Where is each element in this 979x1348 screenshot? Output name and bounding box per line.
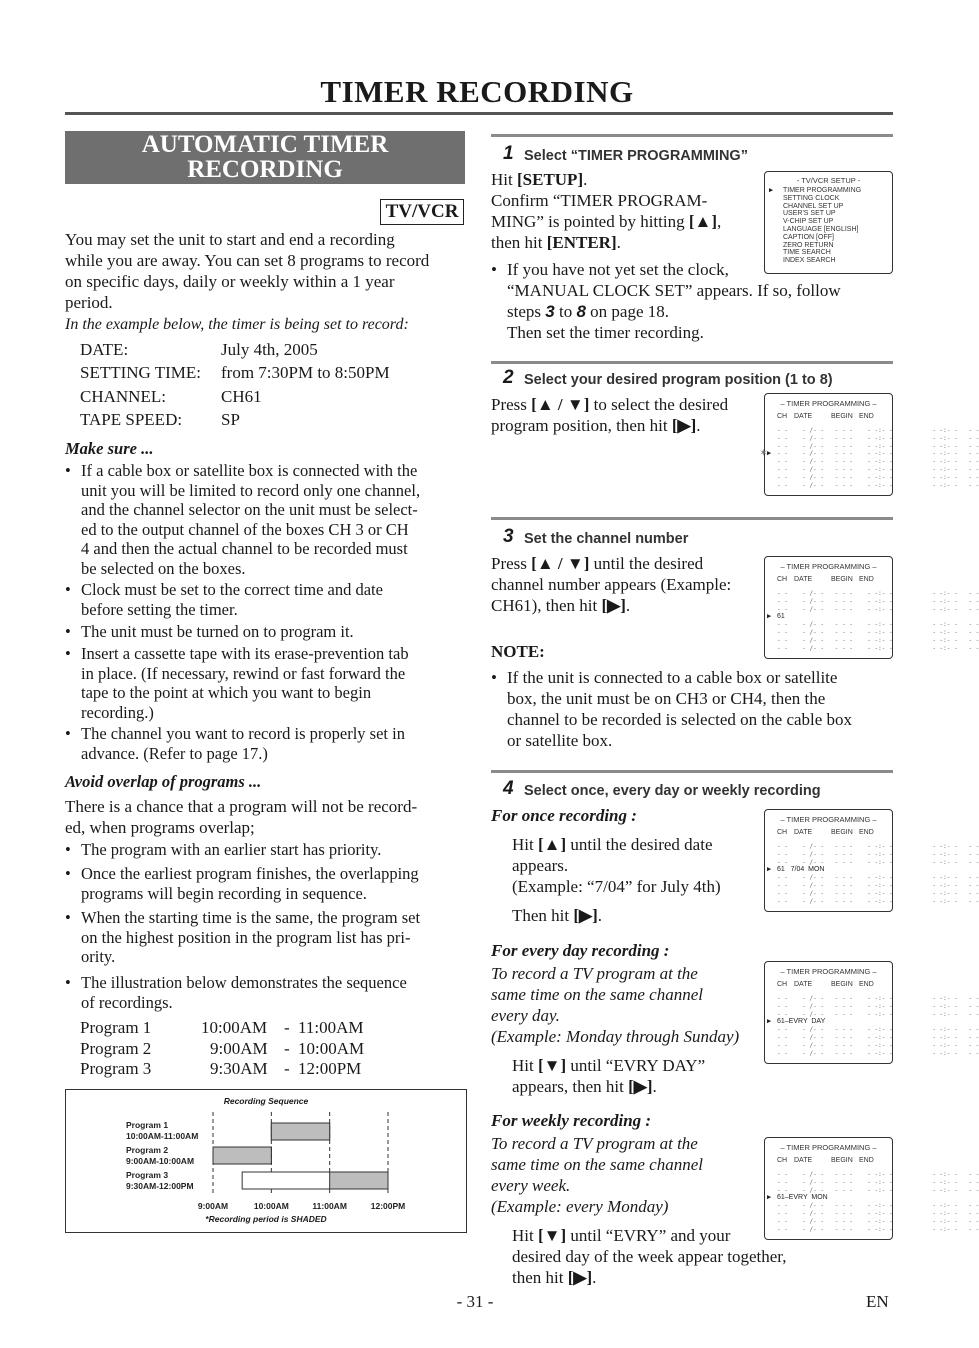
program-row: 61 7/04 MON (777, 866, 825, 874)
blink-icon: ✶ (760, 445, 768, 460)
daily-heading: For every day recording : (491, 941, 670, 960)
text-line: To record a TV program at the (491, 964, 698, 983)
example-note: In the example below, the timer is being set to record: (65, 316, 409, 333)
intro-line: on specific days, daily or weekly within a 1 year (65, 272, 395, 291)
text: until “EVRY DAY” (566, 1056, 706, 1075)
program-row: - - - /- - - - - - -:- - - -:- - - - (777, 1202, 979, 1210)
program-row: - - - /- - - - - - -:- - - -:- - - - (777, 1026, 979, 1034)
x-tick-label: 11:00AM (312, 1201, 347, 1211)
text-line: channel number appears (Example: (491, 575, 732, 594)
page-number: - 31 - (456, 1292, 494, 1311)
cursor-arrow-icon: ▶ (767, 1017, 772, 1026)
program-row: - - - /- - - - - - -:- - - -:- - - - (777, 882, 979, 889)
program-row: - - - /- - - - - - -:- - - -:- - - - (777, 858, 979, 866)
series-name: Program 3 (126, 1170, 169, 1180)
series-range: 9:30AM-12:00PM (126, 1181, 194, 1191)
program-row: - - - /- - - - - - -:- - - -:- - - - (777, 473, 979, 481)
avoid-text (65, 796, 470, 838)
bullet-line: be selected on the boxes. (81, 558, 246, 578)
col-end: END (859, 829, 874, 836)
bullet-line: The illustration below demonstrates the sequence (81, 973, 407, 992)
program-row: - - - /- - - - - - -:- - - -:- - - - (777, 1049, 979, 1057)
bullet-line: advance. (Refer to page 17.) (81, 743, 268, 763)
program-end: 12:00PM (298, 1059, 362, 1078)
daily-text (491, 963, 739, 1047)
avoid-overlap-heading: Avoid overlap of programs ... (65, 772, 262, 791)
text-line: appears. (512, 856, 569, 875)
bullet-line: When the starting time is the same, the program set (81, 908, 421, 927)
text: steps (507, 302, 546, 321)
program-row: - - - /- - - - - - -:- - - -:- - - - (777, 1210, 979, 1217)
col-begin: BEGIN (831, 1157, 853, 1164)
text: Then hit (512, 906, 574, 925)
setup-key: [SETUP] (516, 170, 584, 189)
timer-programming-screen (764, 961, 979, 1064)
intro-line: period. (65, 293, 113, 312)
text-line: There is a chance that a program will not be record- (65, 797, 418, 816)
chart-plot (66, 1090, 466, 1232)
bullet-line: If the unit is connected to a cable box or satellite (507, 668, 838, 687)
text: Hit (512, 835, 538, 854)
setting-key: CHANNEL: (80, 387, 166, 406)
bullet-line: The program with an earlier start has priority. (81, 840, 382, 859)
bullet-line: unit you will be limited to record only one channel, (81, 480, 421, 500)
program-name: Program 3 (80, 1059, 152, 1078)
up-down-keys: [▲ / ▼] (531, 554, 590, 573)
text: . (696, 416, 701, 435)
chart-title: Recording Sequence (223, 1096, 309, 1106)
x-tick-label: 12:00PM (370, 1201, 406, 1211)
step-rule (491, 517, 893, 520)
bullet-line: Insert a cassette tape with its erase-prevention tab (81, 644, 409, 663)
series-name: Program 1 (126, 1120, 169, 1130)
menu-item: CHANNEL SET UP (783, 202, 844, 210)
col-begin: BEGIN (831, 576, 853, 583)
program-row: - - - /- - - - - - -:- - - -:- - - - (777, 636, 979, 644)
text: then hit (491, 233, 547, 252)
bullet-line: channel to be recorded is selected on the cable box (507, 710, 853, 729)
text: appears, then hit (512, 1077, 629, 1096)
timer-programming-screen (764, 809, 979, 912)
timer-programming-screen (764, 556, 979, 659)
down-key: [▼] (537, 1226, 567, 1245)
bullet-line: Then set the timer recording. (507, 323, 704, 342)
program-sep: - (284, 1018, 290, 1037)
col-date: DATE (794, 413, 813, 420)
tv-vcr-badge: TV/VCR (380, 199, 464, 225)
text: Hit (512, 1226, 538, 1245)
text-line: To record a TV program at the (491, 1134, 698, 1153)
text: then hit (512, 1268, 568, 1287)
text: to (554, 302, 577, 321)
setting-value: SP (221, 410, 240, 429)
step-title: Set the channel number (524, 531, 689, 547)
col-ch: CH (777, 576, 788, 583)
program-row: - - - /- - - - - - -:- - - -:- - - - (777, 644, 979, 652)
program-row: - - - /- - - - - - -:- - - -:- - - - (777, 897, 979, 905)
text: Hit (491, 170, 517, 189)
intro-line: while you are away. You can set 8 programs to record (65, 251, 430, 270)
text-line: (Example: “7/04” for July 4th) (512, 877, 721, 896)
text-line: same time on the same channel (491, 1155, 703, 1174)
text: . (616, 233, 621, 252)
program-name: Program 1 (80, 1018, 152, 1037)
setting-value: from 7:30PM to 8:50PM (221, 363, 390, 382)
program-row: - - - /- - - - - - -:- - - -:- - - - (777, 629, 979, 636)
page-title: TIMER RECORDING (320, 74, 634, 109)
setting-key: DATE: (80, 340, 129, 359)
program-row: - - - /- - - - - - -:- - - -:- - - - (777, 466, 979, 473)
program-row: - - - /- - - - - - -:- - - -:- - - - (777, 434, 979, 442)
col-date: DATE (794, 1157, 813, 1164)
step3-text (491, 553, 731, 616)
timer-programming-screen (764, 1137, 979, 1240)
intro-line: You may set the unit to start and end a recording (65, 230, 395, 249)
section-title (65, 131, 465, 182)
program-end: 10:00AM (298, 1039, 365, 1058)
up-key: [▲] (537, 835, 567, 854)
right-key: [▶] (628, 1077, 653, 1096)
step-number: 3 (503, 526, 514, 547)
program-row: - - - /- - - - - - -:- - - -:- - - - (777, 874, 979, 882)
cursor-arrow-icon: ▶ (767, 865, 772, 874)
text-line: (Example: Monday through Sunday) (491, 1027, 740, 1046)
right-key: [▶] (671, 416, 697, 435)
weekly-instructions (512, 1225, 787, 1288)
col-begin: BEGIN (831, 981, 853, 988)
text: . (592, 1268, 597, 1287)
bullet-line: and the channel selector on the unit must be select- (81, 500, 418, 519)
setting-value: CH61 (221, 387, 262, 406)
text: to select the desired (589, 395, 729, 414)
program-row: - - - /- - - - - - -:- - - -:- - - - (777, 889, 979, 897)
step-rule (491, 361, 893, 364)
bullet-line: Clock must be set to the correct time and date (81, 580, 383, 599)
program-row: - - - /- - - - - - -:- - - -:- - - - (777, 427, 979, 434)
recording-sequence-chart (65, 1089, 467, 1233)
text: . (625, 596, 631, 615)
screen-header: - TV/VCR SETUP - (796, 176, 861, 185)
text-line: Confirm “TIMER PROGRAM- (491, 191, 708, 210)
bullet-line: on the highest position in the program list has pri- (81, 927, 411, 947)
text-line: ed, when programs overlap; (65, 818, 255, 837)
right-key: [▶] (601, 596, 626, 615)
once-heading: For once recording : (491, 806, 637, 825)
make-sure-heading: Make sure ... (65, 439, 154, 458)
program-row: - - - /- - - - - - -:- - - -:- - - - (777, 481, 979, 489)
menu-item: LANGUAGE [ENGLISH] (783, 226, 859, 233)
bullet-line: or satellite box. (507, 731, 613, 750)
cursor-arrow-icon: ▶ (767, 612, 772, 621)
program-name: Program 2 (80, 1039, 152, 1058)
cursor-arrow-icon: ▶ (769, 186, 774, 194)
section-title-line1: AUTOMATIC TIMER (141, 131, 389, 158)
col-begin: BEGIN (831, 413, 853, 420)
screen-header: – TIMER PROGRAMMING – (780, 967, 877, 976)
menu-item: TIME SEARCH (783, 249, 831, 257)
col-end: END (859, 981, 874, 988)
text: , (717, 212, 722, 231)
series-range: 9:00AM-10:00AM (126, 1156, 195, 1166)
program-row: - - - /- - - - - - -:- - - -:- - - - (777, 605, 979, 613)
once-text (512, 834, 721, 926)
program-row: - - - /- - - - - - -:- - - -:- - - - (777, 843, 979, 850)
program-row: - - - /- - - - - - -:- - - -:- - - - (777, 1002, 979, 1010)
program-row: - - - /- - - - - - -:- - - -:- - - - (777, 1217, 979, 1225)
intro-text (65, 229, 470, 313)
bullet-line: programs will begin recording in sequence. (81, 883, 367, 903)
step-title: Select once, every day or weekly recording (524, 783, 821, 799)
menu-item: INDEX SEARCH (783, 257, 836, 265)
text: . (583, 170, 588, 189)
text-line: desired day of the week appear together, (512, 1247, 787, 1266)
menu-item: USER'S SET UP (783, 210, 836, 218)
step-title: Select “TIMER PROGRAMMING” (524, 148, 748, 164)
recording-shaded-bar (330, 1172, 388, 1189)
menu-item: V-CHIP SET UP (783, 218, 834, 226)
text: Press (491, 554, 532, 573)
step-rule (491, 134, 893, 137)
step1-text (491, 169, 721, 253)
program-row: - - - /- - - - - - -:- - - -:- - - - (777, 1186, 979, 1194)
program-row: - - - /- - - - - - -:- - - -:- - - - (777, 442, 979, 450)
screen-header: – TIMER PROGRAMMING – (780, 399, 877, 408)
program-start: 10:00AM (201, 1018, 268, 1037)
bullet-line: of recordings. (81, 992, 173, 1012)
program-row: - - - /- - - - - - -:- - - -:- - - - (777, 1225, 979, 1233)
bullet-line: ority. (81, 947, 116, 966)
bullet-line: 4 and then the actual channel to be recorded must (81, 539, 408, 558)
col-ch: CH (777, 1157, 788, 1164)
col-date: DATE (794, 576, 813, 583)
bullet-line: before setting the timer. (81, 599, 238, 619)
menu-item: SETTING CLOCK (783, 194, 840, 202)
program-row: 61–EVRY DAY (777, 1018, 826, 1026)
program-row: - - - /- - - - - - -:- - - -:- - - - (777, 621, 979, 629)
up-down-keys: [▲ / ▼] (531, 395, 590, 414)
program-row: 61–EVRY MON (777, 1194, 828, 1202)
step-ref: 8 (576, 302, 586, 321)
chart-footnote: *Recording period is SHADED (205, 1214, 327, 1224)
section-title-line2: RECORDING (187, 156, 343, 183)
program-row: - - - /- - - - - - -:- - - -:- - - - (777, 1178, 979, 1186)
text: MING” is pointed by hitting (491, 212, 689, 231)
weekly-text (491, 1133, 703, 1217)
menu-item: ZERO RETURN (783, 241, 834, 249)
program-sep: - (284, 1039, 290, 1058)
col-ch: CH (777, 829, 788, 836)
bullet-line: Once the earliest program finishes, the overlapping (81, 864, 419, 883)
x-tick-label: 9:00AM (197, 1201, 229, 1211)
col-end: END (859, 413, 874, 420)
language-tag: EN (866, 1292, 889, 1311)
step-number: 1 (503, 143, 514, 164)
up-key: [▲] (688, 212, 718, 231)
text: . (652, 1077, 657, 1096)
text: program position, then hit (491, 416, 672, 435)
title-rule (65, 112, 893, 115)
text-line: every week. (491, 1176, 571, 1195)
program-row: - - - /- - - - - - -:- - - -:- - - - (777, 597, 979, 605)
col-date: DATE (794, 981, 813, 988)
x-tick-label: 10:00AM (253, 1201, 289, 1211)
cursor-arrow-icon: ▶ (767, 449, 772, 458)
text-line: every day. (491, 1006, 560, 1025)
program-row: - - - /- - - - - - -:- - - -:- - - - (777, 450, 979, 458)
program-row: - - - /- - - - - - -:- - - -:- - - - (777, 850, 979, 858)
bullet-line: “MANUAL CLOCK SET” appears. If so, follow (507, 281, 841, 300)
text-line: (Example: every Monday) (491, 1197, 669, 1216)
down-key: [▼] (537, 1056, 567, 1075)
bullet-line: tape to the point at which you want to begin (81, 683, 372, 702)
program-row: - - - /- - - - - - -:- - - -:- - - - (777, 1041, 979, 1049)
text: on page 18. (585, 302, 670, 321)
program-start: 9:30AM (210, 1059, 268, 1078)
bullet-line: recording.) (81, 702, 154, 722)
program-row: - - - /- - - - - - -:- - - -:- - - - (777, 995, 979, 1002)
text-line: same time on the same channel (491, 985, 703, 1004)
step-title: Select your desired program position (1 to 8) (524, 372, 833, 388)
program-row: 61 (777, 613, 785, 621)
text: . (597, 906, 603, 925)
text: until “EVRY” and your (566, 1226, 731, 1245)
screen-header: – TIMER PROGRAMMING – (780, 562, 877, 571)
note-heading: NOTE: (491, 642, 545, 661)
col-date: DATE (794, 829, 813, 836)
right-key: [▶] (573, 906, 598, 925)
bullet-line: If you have not yet set the clock, (507, 260, 729, 279)
series-range: 10:00AM-11:00AM (126, 1131, 199, 1141)
menu-item: TIMER PROGRAMMING (783, 187, 862, 194)
enter-key: [ENTER] (546, 233, 617, 252)
step-rule (491, 770, 893, 773)
setting-key: TAPE SPEED: (80, 410, 183, 429)
tv-vcr-setup-screen (764, 171, 893, 274)
col-ch: CH (777, 981, 788, 988)
text: Hit (512, 1056, 538, 1075)
program-start: 9:00AM (210, 1039, 268, 1058)
program-sep: - (284, 1059, 290, 1078)
col-begin: BEGIN (831, 829, 853, 836)
series-name: Program 2 (126, 1145, 169, 1155)
cursor-arrow-icon: ▶ (767, 1193, 772, 1202)
recording-shaded-bar (271, 1123, 329, 1140)
program-row: - - - /- - - - - - -:- - - -:- - - - (777, 458, 979, 466)
step-number: 2 (503, 367, 514, 388)
program-row: - - - /- - - - - - -:- - - -:- - - - (777, 1034, 979, 1041)
col-end: END (859, 576, 874, 583)
daily-instructions (512, 1055, 705, 1097)
col-ch: CH (777, 413, 788, 420)
program-row: - - - /- - - - - - -:- - - -:- - - - (777, 590, 979, 597)
right-key: [▶] (567, 1268, 593, 1287)
program-row: - - - /- - - - - - -:- - - -:- - - - (777, 1171, 979, 1178)
step-number: 4 (503, 778, 514, 799)
screen-header: – TIMER PROGRAMMING – (780, 815, 877, 824)
text: until the desired (589, 554, 704, 573)
text: Press (491, 395, 532, 414)
step-ref: 3 (545, 302, 555, 321)
bullet-line: If a cable box or satellite box is connected with the (81, 461, 418, 480)
bullet-line: ed to the output channel of the boxes CH 3 or CH (81, 519, 409, 539)
col-end: END (859, 1157, 874, 1164)
timer-programming-screen (760, 393, 979, 496)
bullet-line: The unit must be turned on to program it. (81, 622, 354, 641)
recording-shaded-bar (213, 1147, 271, 1164)
setting-value: July 4th, 2005 (221, 340, 318, 359)
weekly-heading: For weekly recording : (491, 1111, 652, 1130)
screen-header: – TIMER PROGRAMMING – (780, 1143, 877, 1152)
text: CH61), then hit (491, 596, 602, 615)
bullet-line: box, the unit must be on CH3 or CH4, then the (507, 689, 826, 708)
bullet-line: in place. (If necessary, rewind or fast forward the (81, 663, 406, 683)
setting-key: SETTING TIME: (80, 363, 202, 382)
bullet-line: The channel you want to record is properly set in (81, 724, 405, 743)
step2-text (491, 394, 728, 436)
text: until the desired date (566, 835, 713, 854)
program-end: 11:00AM (298, 1018, 364, 1037)
menu-item: CAPTION [OFF] (783, 233, 834, 241)
program-row: - - - /- - - - - - -:- - - -:- - - - (777, 1010, 979, 1018)
